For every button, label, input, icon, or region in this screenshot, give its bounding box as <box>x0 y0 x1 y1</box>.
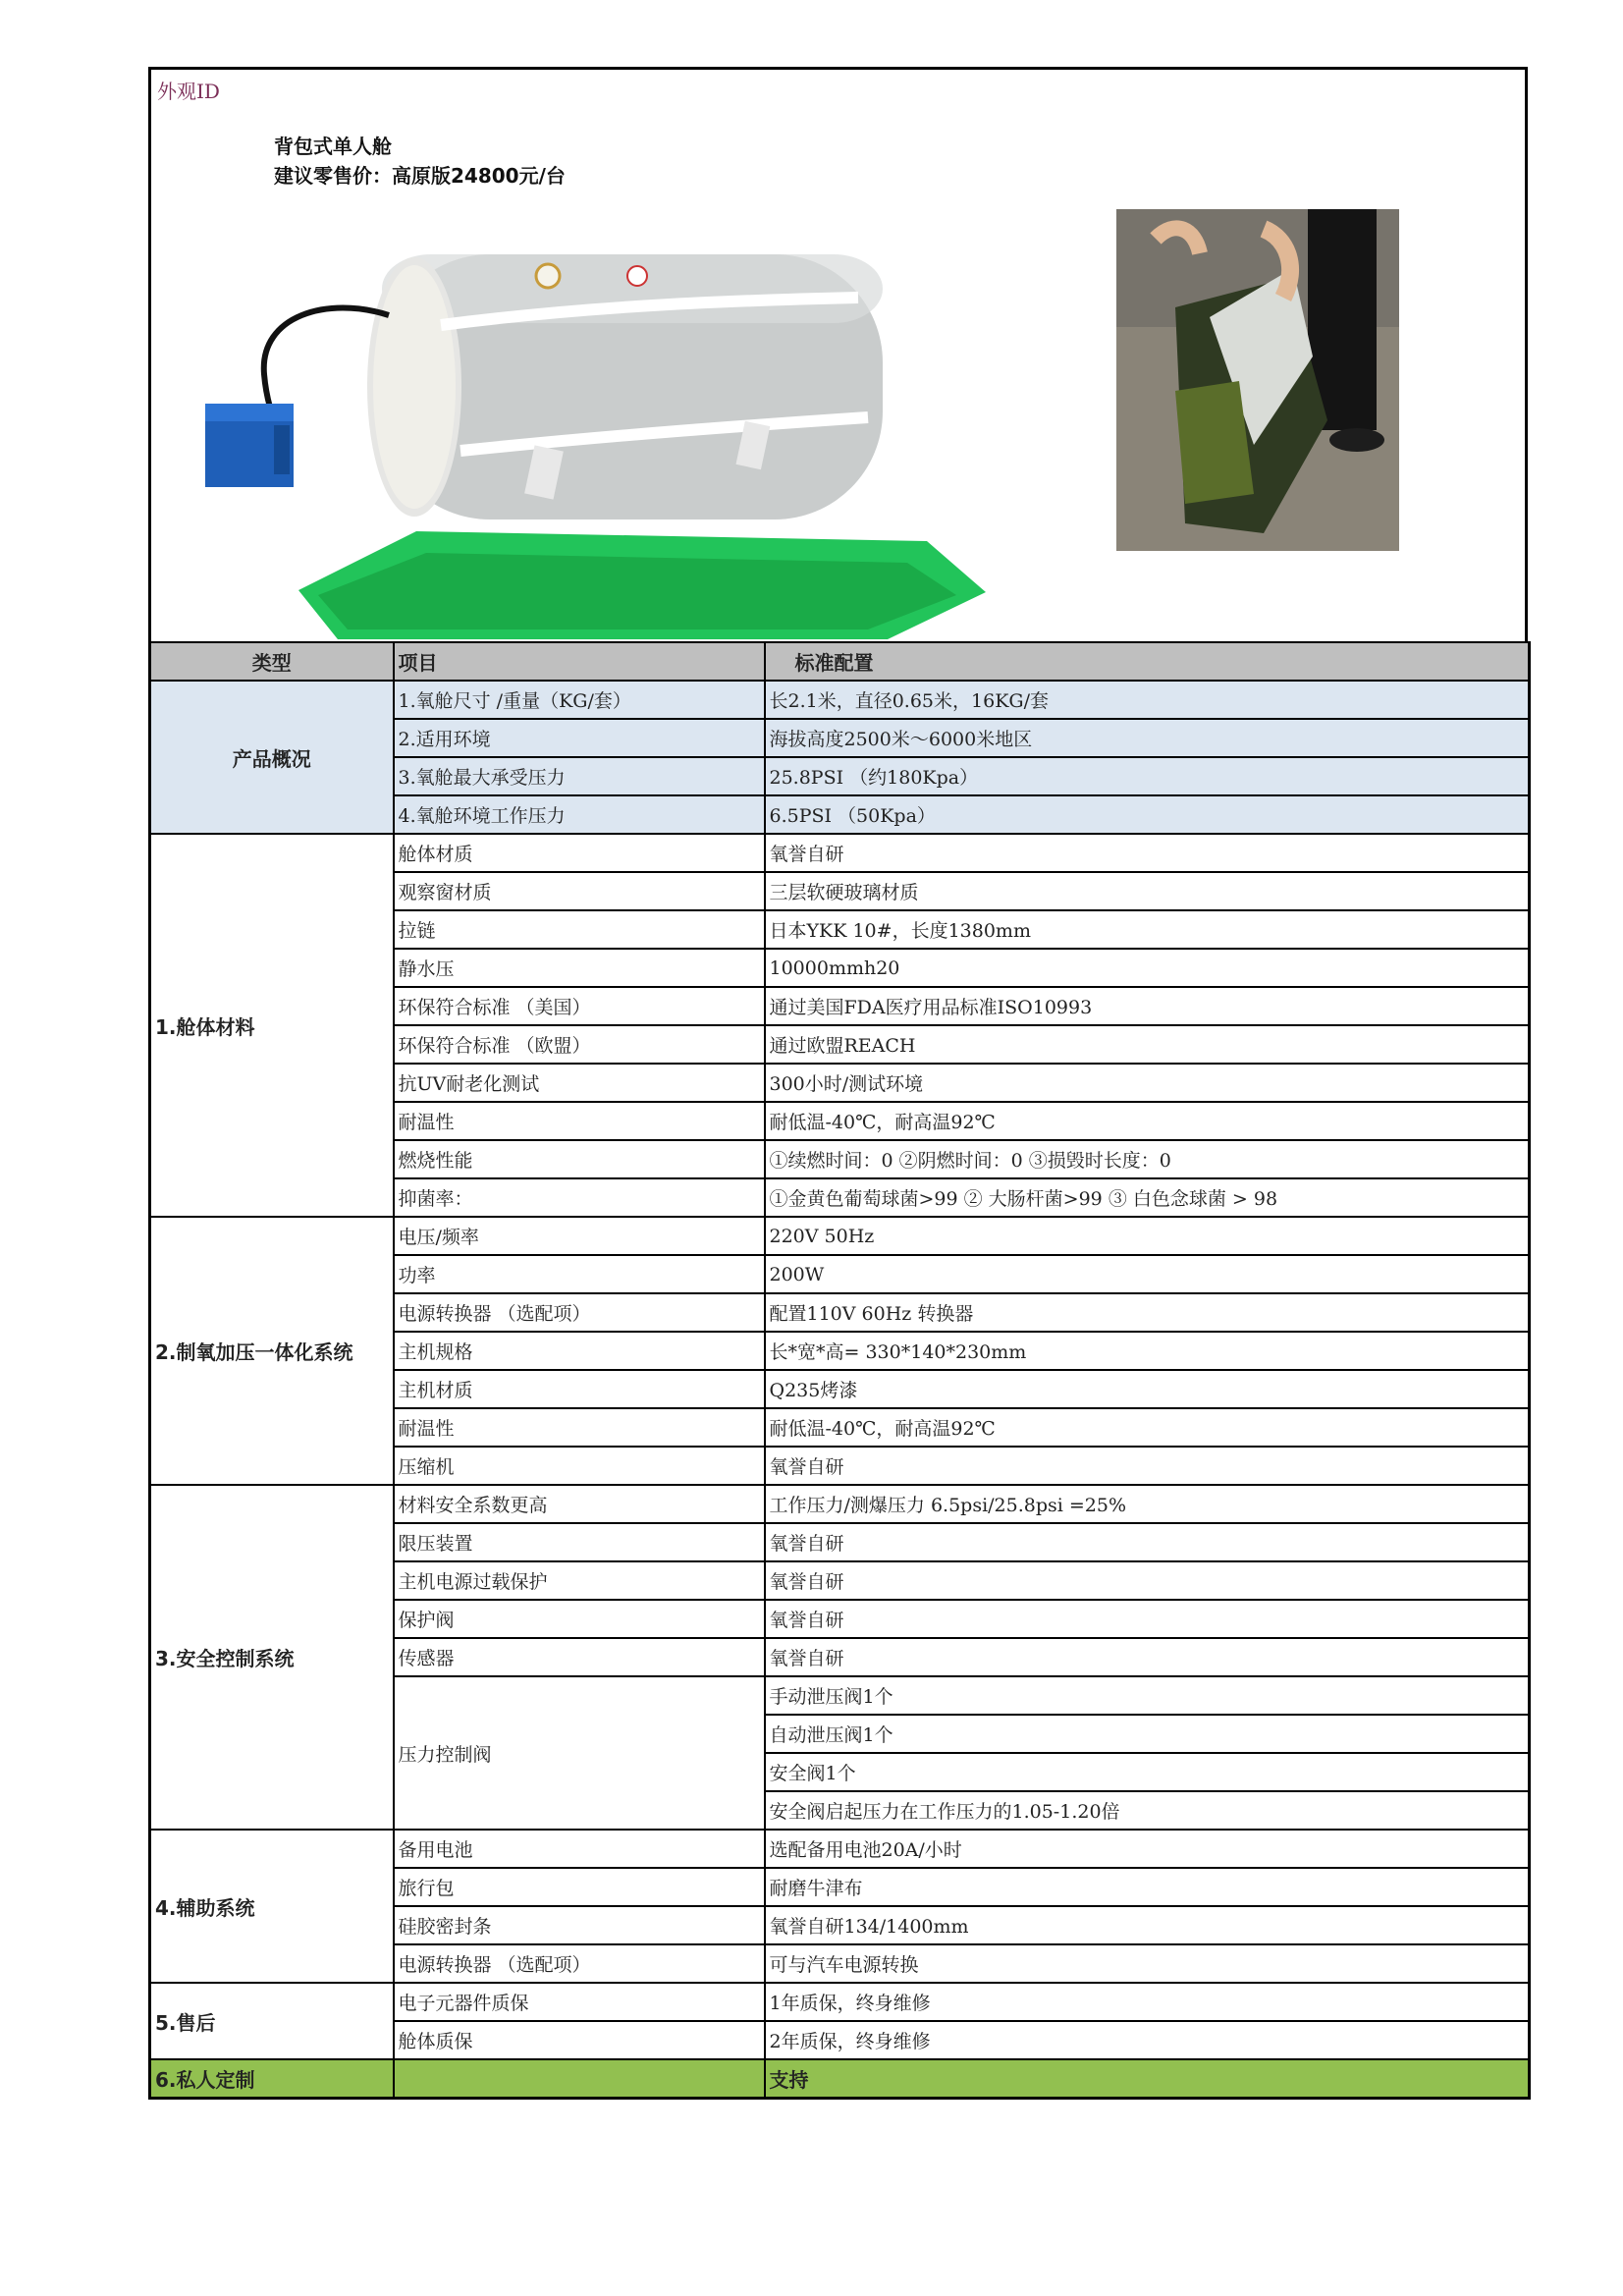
value-cell: 6.5PSI （50Kpa） <box>765 795 1530 834</box>
value-cell: 三层软硬玻璃材质 <box>765 872 1530 910</box>
category-after-sales: 5.售后 <box>150 1983 394 2059</box>
value-cell: 通过美国FDA医疗用品标准ISO10993 <box>765 987 1530 1025</box>
table-row <box>150 1217 1530 1255</box>
table-row <box>150 681 1530 719</box>
item-cell: 4.氧舱环境工作压力 <box>394 795 765 834</box>
item-cell: 舱体质保 <box>394 2021 765 2059</box>
item-cell: 主机电源过载保护 <box>394 1561 765 1600</box>
value-cell: 配置110V 60Hz 转换器 <box>765 1293 1530 1332</box>
item-cell: 主机材质 <box>394 1370 765 1408</box>
item-cell: 抗UV耐老化测试 <box>394 1064 765 1102</box>
value-cell: 氧誉自研 <box>765 834 1530 872</box>
header-item: 项目 <box>394 642 765 681</box>
header-type: 类型 <box>150 642 394 681</box>
table-row <box>150 1830 1530 1868</box>
item-cell: 2.适用环境 <box>394 719 765 757</box>
value-cell: 氧誉自研 <box>765 1638 1530 1676</box>
value-cell: 可与汽车电源转换 <box>765 1944 1530 1983</box>
value-cell: ①金黄色葡萄球菌>99 ② 大肠杆菌>99 ③ 白色念球菌 > 98 <box>765 1178 1530 1217</box>
item-pressure-valve: 压力控制阀 <box>394 1676 765 1830</box>
item-cell: 环保符合标准 （欧盟） <box>394 1025 765 1064</box>
item-cell: 主机规格 <box>394 1332 765 1370</box>
item-cell: 3.氧舱最大承受压力 <box>394 757 765 795</box>
value-cell: 耐磨牛津布 <box>765 1868 1530 1906</box>
item-cell: 燃烧性能 <box>394 1140 765 1178</box>
value-cell: 长*宽*高= 330*140*230mm <box>765 1332 1530 1370</box>
table-row <box>150 1485 1530 1523</box>
value-cell: 2年质保，终身维修 <box>765 2021 1530 2059</box>
item-cell: 压缩机 <box>394 1447 765 1485</box>
item-cell: 电源转换器 （选配项） <box>394 1293 765 1332</box>
section-tag: 外观ID <box>157 80 220 103</box>
value-cell: ①续燃时间：0 ②阴燃时间：0 ③损毁时长度：0 <box>765 1140 1530 1178</box>
item-cell: 限压装置 <box>394 1523 765 1561</box>
value-cell: 安全阀启起压力在工作压力的1.05-1.20倍 <box>765 1791 1530 1830</box>
value-cell: 氧誉自研 <box>765 1561 1530 1600</box>
value-cell: Q235烤漆 <box>765 1370 1530 1408</box>
value-cell: 氧誉自研 <box>765 1600 1530 1638</box>
value-cell: 工作压力/测爆压力 6.5psi/25.8psi =25% <box>765 1485 1530 1523</box>
item-cell: 观察窗材质 <box>394 872 765 910</box>
value-cell: 220V 50Hz <box>765 1217 1530 1255</box>
value-cell: 25.8PSI （约180Kpa） <box>765 757 1530 795</box>
value-cell: 200W <box>765 1255 1530 1293</box>
value-cell: 海拔高度2500米～6000米地区 <box>765 719 1530 757</box>
value-cell: 氧誉自研 <box>765 1447 1530 1485</box>
item-cell: 保护阀 <box>394 1600 765 1638</box>
chamber-photo <box>181 207 1035 639</box>
value-cell: 支持 <box>765 2059 1530 2098</box>
category-material: 1.舱体材料 <box>150 834 394 1217</box>
item-cell: 功率 <box>394 1255 765 1293</box>
item-cell <box>394 2059 765 2098</box>
table-row-custom <box>150 2059 1530 2098</box>
header-config: 标准配置 <box>765 642 1530 681</box>
value-cell: 通过欧盟REACH <box>765 1025 1530 1064</box>
item-cell: 耐温性 <box>394 1102 765 1140</box>
item-cell: 耐温性 <box>394 1408 765 1447</box>
value-cell: 自动泄压阀1个 <box>765 1715 1530 1753</box>
value-cell: 日本YKK 10#，长度1380mm <box>765 910 1530 949</box>
value-cell: 安全阀1个 <box>765 1753 1530 1791</box>
item-cell: 1.氧舱尺寸 /重量（KG/套） <box>394 681 765 719</box>
spec-table <box>148 641 1531 2100</box>
value-cell: 氧誉自研134/1400mm <box>765 1906 1530 1944</box>
category-overview: 产品概况 <box>150 681 394 834</box>
value-cell: 长2.1米，直径0.65米，16KG/套 <box>765 681 1530 719</box>
category-oxygen-system: 2.制氧加压一体化系统 <box>150 1217 394 1485</box>
value-cell: 氧誉自研 <box>765 1523 1530 1561</box>
item-cell: 备用电池 <box>394 1830 765 1868</box>
value-cell: 10000mmh20 <box>765 949 1530 987</box>
category-safety-system: 3.安全控制系统 <box>150 1485 394 1830</box>
category-auxiliary-system: 4.辅助系统 <box>150 1830 394 1983</box>
item-cell: 传感器 <box>394 1638 765 1676</box>
appearance-section <box>148 67 1528 641</box>
item-cell: 硅胶密封条 <box>394 1906 765 1944</box>
item-cell: 电源转换器 （选配项） <box>394 1944 765 1983</box>
item-cell: 静水压 <box>394 949 765 987</box>
table-row <box>150 834 1530 872</box>
category-custom: 6.私人定制 <box>150 2059 394 2098</box>
value-cell: 选配备用电池20A/小时 <box>765 1830 1530 1868</box>
value-cell: 300小时/测试环境 <box>765 1064 1530 1102</box>
value-cell: 耐低温-40℃，耐高温92℃ <box>765 1408 1530 1447</box>
value-cell: 手动泄压阀1个 <box>765 1676 1530 1715</box>
item-cell: 旅行包 <box>394 1868 765 1906</box>
item-cell: 舱体材质 <box>394 834 765 872</box>
value-cell: 耐低温-40℃，耐高温92℃ <box>765 1102 1530 1140</box>
product-price: 建议零售价：高原版24800元/台 <box>274 164 566 188</box>
spec-sheet <box>148 67 1528 2100</box>
product-name: 背包式单人舱 <box>274 135 392 158</box>
item-cell: 电压/频率 <box>394 1217 765 1255</box>
value-cell: 1年质保，终身维修 <box>765 1983 1530 2021</box>
item-cell: 材料安全系数更高 <box>394 1485 765 1523</box>
item-cell: 环保符合标准 （美国） <box>394 987 765 1025</box>
item-cell: 电子元器件质保 <box>394 1983 765 2021</box>
table-row <box>150 1983 1530 2021</box>
table-header-row <box>150 642 1530 681</box>
backpack-photo <box>1116 209 1399 551</box>
item-cell: 拉链 <box>394 910 765 949</box>
item-cell: 抑菌率： <box>394 1178 765 1217</box>
